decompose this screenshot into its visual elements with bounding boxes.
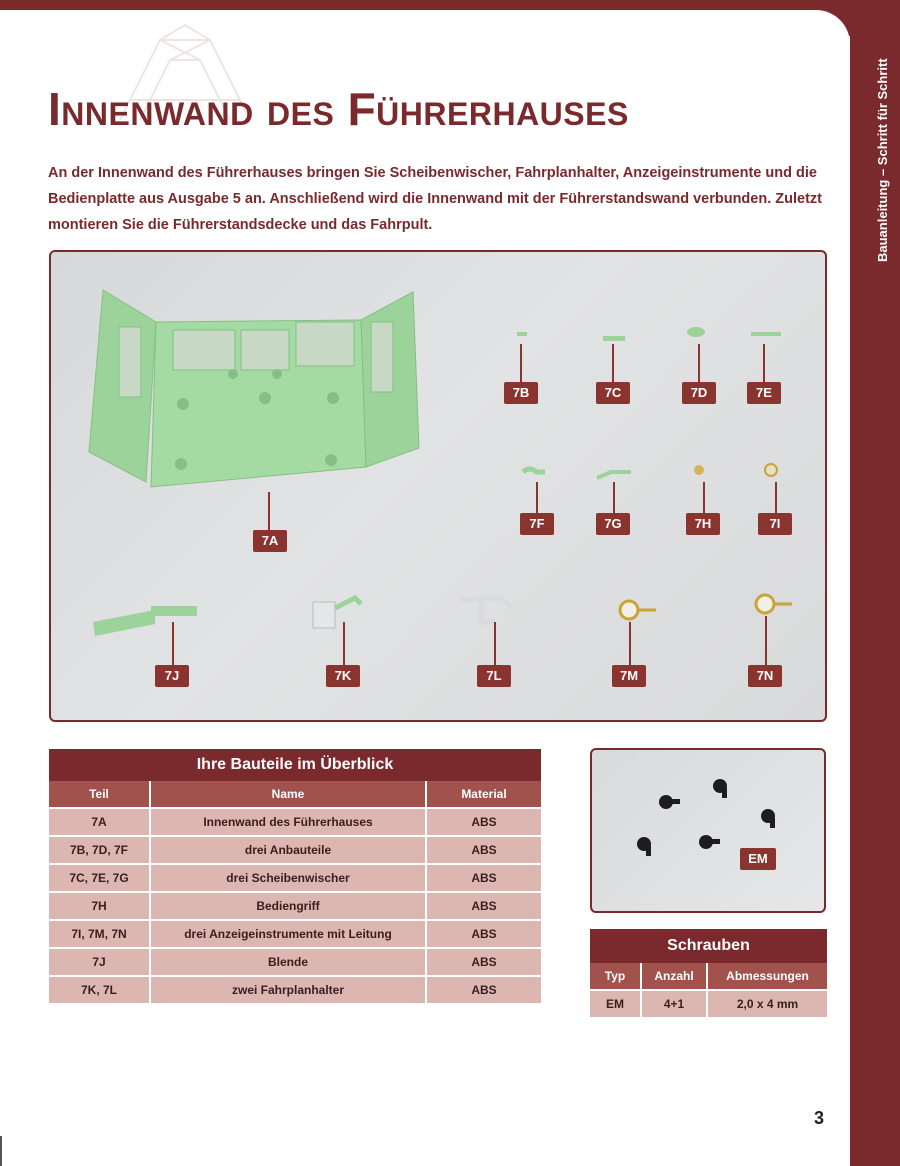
part-7f-shape	[523, 469, 545, 472]
part-7i-shape	[765, 464, 777, 476]
parts-table-title: Ihre Bauteile im Überblick	[49, 749, 541, 781]
cell-name: Innenwand des Führerhauses	[151, 809, 427, 837]
part-7c-shape	[603, 336, 625, 341]
leader-7l	[494, 622, 496, 666]
table-row	[49, 949, 541, 977]
cell-material: ABS	[427, 977, 541, 1005]
cell-teil: 7A	[49, 809, 151, 837]
part-7b-shape	[517, 332, 527, 336]
cell-anzahl: 4+1	[642, 991, 708, 1019]
col-header-abmessungen: Abmessungen	[708, 963, 827, 991]
table-row	[590, 991, 827, 1019]
label-em: EM	[740, 848, 776, 870]
label-7a: 7A	[253, 530, 287, 552]
col-header-teil: Teil	[49, 781, 151, 809]
label-7l: 7L	[477, 665, 511, 687]
leader-7i	[775, 482, 777, 514]
label-7b: 7B	[504, 382, 538, 404]
label-7h: 7H	[686, 513, 720, 535]
leader-7c	[612, 344, 614, 384]
screw-icon	[659, 795, 680, 809]
screws-table-header-row	[590, 963, 827, 991]
leader-7n	[765, 616, 767, 666]
cell-material: ABS	[427, 893, 541, 921]
cell-name: drei Anbauteile	[151, 837, 427, 865]
screw-icon	[699, 835, 720, 849]
cell-teil: 7J	[49, 949, 151, 977]
part-7j-shape	[93, 610, 155, 636]
cell-material: ABS	[427, 865, 541, 893]
parts-illustration	[51, 252, 827, 722]
label-7j: 7J	[155, 665, 189, 687]
screws-photo	[590, 748, 826, 913]
cell-typ: EM	[590, 991, 642, 1019]
screw-icon	[761, 809, 775, 828]
leader-7e	[763, 344, 765, 384]
col-header-name: Name	[151, 781, 427, 809]
part-7h-shape	[694, 465, 704, 475]
intro-text: An der Innenwand des Führerhauses bringen Sie Scheibenwischer, Fahrplanhalter, Anzeigeinstrumente und die Bedienplatte aus Ausgabe 5 an. Anschließend wird die Innenwand mit der Führerstandswand verbunden. Zuletzt montieren Sie die Führerstandsdecke und das Fahrpult.	[48, 165, 822, 233]
crop-mark	[0, 1136, 2, 1166]
cell-material: ABS	[427, 809, 541, 837]
screws-illustration	[592, 750, 826, 913]
leader-7b	[520, 344, 522, 384]
label-7i: 7I	[758, 513, 792, 535]
page-number: 3	[814, 1108, 825, 1128]
cell-teil: 7B, 7D, 7F	[49, 837, 151, 865]
leader-7a	[268, 492, 270, 532]
col-header-material: Material	[427, 781, 541, 809]
table-row	[49, 837, 541, 865]
label-7e: 7E	[747, 382, 781, 404]
cell-teil: 7H	[49, 893, 151, 921]
cell-name: Bediengriff	[151, 893, 427, 921]
cell-material: ABS	[427, 921, 541, 949]
cell-abmessungen: 2,0 x 4 mm	[708, 991, 827, 1019]
leader-7k	[343, 622, 345, 666]
cell-material: ABS	[427, 837, 541, 865]
screw-icon	[637, 837, 651, 856]
part-7a-shape	[89, 290, 419, 487]
screw-icon	[713, 779, 727, 798]
leader-7j	[172, 622, 174, 666]
parts-table-header-row	[49, 781, 541, 809]
table-row	[49, 865, 541, 893]
col-header-anzahl: Anzahl	[642, 963, 708, 991]
cell-name: drei Scheibenwischer	[151, 865, 427, 893]
part-7e-shape	[751, 332, 781, 336]
cell-name: drei Anzeigeinstrumente mit Leitung	[151, 921, 427, 949]
part-7l-shape	[461, 598, 513, 622]
label-7c: 7C	[596, 382, 630, 404]
screws-table	[590, 929, 827, 1019]
leader-7m	[629, 622, 631, 666]
screws-table-title: Schrauben	[590, 929, 827, 963]
leader-7d	[698, 344, 700, 384]
cell-teil: 7I, 7M, 7N	[49, 921, 151, 949]
parts-photo	[49, 250, 827, 722]
cell-teil: 7C, 7E, 7G	[49, 865, 151, 893]
table-row	[49, 809, 541, 837]
sidebar-label: Bauanleitung – Schritt für Schritt	[875, 58, 890, 262]
table-row	[49, 921, 541, 949]
part-7g-shape	[597, 472, 631, 478]
leader-7g	[613, 482, 615, 514]
cell-material: ABS	[427, 949, 541, 977]
leader-7h	[703, 482, 705, 514]
part-7d-shape	[687, 327, 705, 337]
cell-name: Blende	[151, 949, 427, 977]
part-7n-shape	[756, 595, 774, 613]
parts-table	[49, 749, 541, 1005]
label-7m: 7M	[612, 665, 646, 687]
table-row	[49, 977, 541, 1005]
table-row	[49, 893, 541, 921]
label-7d: 7D	[682, 382, 716, 404]
label-7k: 7K	[326, 665, 360, 687]
cell-name: zwei Fahrplanhalter	[151, 977, 427, 1005]
label-7f: 7F	[520, 513, 554, 535]
label-7n: 7N	[748, 665, 782, 687]
col-header-typ: Typ	[590, 963, 642, 991]
page-title: Innenwand des Führerhauses	[48, 83, 629, 135]
leader-7f	[536, 482, 538, 514]
part-7k-shape	[313, 602, 335, 628]
label-7g: 7G	[596, 513, 630, 535]
cell-teil: 7K, 7L	[49, 977, 151, 1005]
part-7m-shape	[620, 601, 638, 619]
